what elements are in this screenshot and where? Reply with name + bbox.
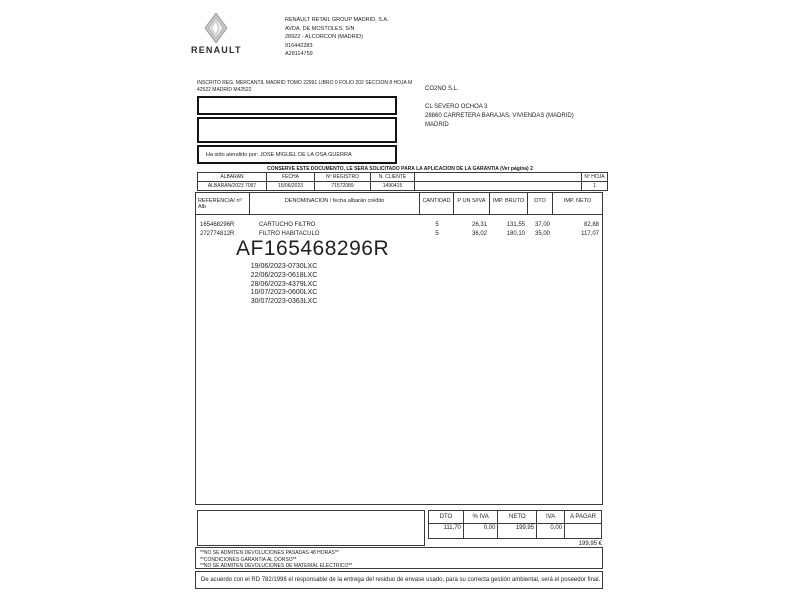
- hoja-value: 1: [582, 182, 608, 191]
- date-code-list: [214, 263, 354, 307]
- customer-address-street: CL SEVERO OCHOA 3: [425, 104, 488, 110]
- doc-info-spacer-value: [415, 182, 582, 191]
- totals-neto-value: 199,95: [498, 524, 537, 539]
- conditions-notes-box: [195, 547, 603, 569]
- note-returns-48h: **NO SE ADMITEN DEVOLUCIONES PASADAS 48 HORAS**: [200, 550, 339, 556]
- totals-dto-header: DTO: [429, 511, 464, 524]
- totals-iva-pct-value: 0,00: [463, 524, 498, 539]
- item-quantity: 5: [435, 231, 439, 237]
- item-net: 82,88: [583, 222, 599, 228]
- document-info-table: [197, 172, 608, 191]
- col-denominacion: DENOMINACION / fecha albarán crédito: [250, 193, 420, 214]
- company-tax-id: A28114759: [285, 51, 313, 58]
- item-quantity: 5: [435, 222, 439, 228]
- col-cantidad: CANTIDAD: [420, 193, 454, 214]
- mercantile-registration: INSCRITO REG. MERCANTIL MADRID TOMO 22991 LIBRO 0 FOLIO 202 SECCION 8 HOJA M 42522 MADRID M42522: [197, 80, 413, 93]
- item-gross: 131,55: [506, 222, 525, 228]
- date-code: 10/07/2023-0600LXC: [250, 289, 318, 297]
- totals-iva-pct-header: % IVA: [463, 511, 498, 524]
- renault-diamond-icon: [191, 13, 241, 43]
- signature-box: [197, 510, 425, 546]
- company-info: [285, 16, 389, 59]
- item-discount: 35,00: [534, 231, 550, 237]
- fecha-header: FECHA: [267, 173, 315, 182]
- renault-logo: [191, 13, 241, 55]
- empty-box-2: [197, 117, 397, 143]
- item-reference: 165468296R: [200, 222, 235, 228]
- item-net: 117,07: [581, 231, 599, 237]
- totals-header-row: [429, 511, 602, 524]
- item-discount: 37,00: [534, 222, 550, 228]
- albaran-header: ALBARAN: [198, 173, 267, 182]
- doc-info-spacer: [415, 173, 582, 182]
- doc-info-header-row: [198, 173, 608, 182]
- registro-header: Nº REGISTRO: [315, 173, 371, 182]
- item-gross: 180,10: [506, 231, 525, 237]
- customer-address-city: 28860 CARRETERA BARAJAS, VIVIENDAS (MADRID): [425, 113, 574, 119]
- brand-name: RENAULT: [191, 45, 242, 55]
- item-denomination: FILTRO HABITACULO: [259, 231, 320, 237]
- col-importe-bruto: IMP. BRUTO: [490, 193, 528, 214]
- company-city: 28922 - ALCORCON (MADRID): [285, 34, 363, 41]
- items-table: [195, 192, 603, 505]
- customer-block: [425, 85, 574, 130]
- attended-by-box: [197, 145, 397, 164]
- note-electrical-material: **NO SE ADMITEN DEVOLUCIONES DE MATERIAL ELECTRICO**: [200, 563, 353, 569]
- item-unit-price: 26,31: [471, 222, 487, 228]
- legal-footer-box: [195, 571, 603, 589]
- date-code: 19/06/2023-0730LXC: [250, 263, 318, 270]
- totals-neto-header: NETO: [498, 511, 537, 524]
- company-name: RENAULT RETAIL GROUP MADRID, S.A.: [285, 17, 389, 23]
- customer-address-province: MADRID: [425, 122, 449, 128]
- registro-value: 71572089: [315, 182, 371, 191]
- hoja-header: Nº HOJA: [582, 173, 608, 182]
- albaran-value: ALBARAN/2023 7097: [198, 182, 267, 191]
- cliente-value: 1490415: [371, 182, 415, 191]
- company-address: AVDA. DE MOSTOLES, S/N: [285, 25, 355, 32]
- item-reference: 272774812R: [200, 231, 235, 237]
- item-denomination: CARTUCHO FILTRO: [259, 222, 316, 228]
- total-due-amount: 199,95 €: [578, 541, 602, 547]
- item-unit-price: 36,02: [471, 231, 487, 237]
- doc-info-value-row: [198, 182, 608, 191]
- totals-section: [428, 510, 602, 547]
- totals-apagar-value: [565, 524, 602, 539]
- col-referencia: REFERENCIA/ nº Alb: [196, 193, 250, 214]
- table-row: [196, 219, 602, 228]
- cliente-header: N. CLIENTE: [371, 173, 415, 182]
- company-phone: 916442283: [285, 42, 313, 49]
- date-code: 30/07/2023-0363LXC: [250, 298, 318, 305]
- totals-table: [428, 510, 602, 539]
- note-warranty-conditions: **CONDICIONES GARANTIA AL DORSO**: [200, 556, 297, 563]
- attended-by-text: Ha sido atendido por: JOSE MIGUEL DE LA OSA GUERRA: [206, 151, 352, 158]
- empty-box-1: [197, 96, 397, 115]
- col-importe-neto: IMP. NETO: [563, 198, 592, 204]
- warranty-notice: CONSERVE ESTE DOCUMENTO, LE SERA SOLICITADO PARA LA APLICACION DE LA GARANTIA (Ver página) 2: [267, 166, 533, 172]
- date-code: 28/06/2023-4379LXC: [250, 280, 318, 288]
- totals-apagar-header: A PAGAR: [565, 511, 602, 524]
- totals-iva-value: 0,00: [537, 524, 565, 539]
- legal-footer-text: De acuerdo con el RD 782/1998 el responsable de la entrega del residuo de envase usado, para su correcta gestión ambiental, será el poseedor final.: [201, 577, 601, 583]
- col-descuento: DTO: [528, 193, 553, 214]
- totals-iva-header: IVA: [537, 511, 565, 524]
- customer-name: CO2NO S.L.: [425, 86, 459, 92]
- col-precio-unitario: P UN S/IVA: [454, 193, 490, 214]
- items-table-header: [196, 193, 602, 215]
- date-code: 22/06/2023-0618LXC: [250, 271, 318, 279]
- highlighted-part-code: AF165468296R: [236, 237, 390, 260]
- fecha-value: 15/06/2023: [267, 182, 315, 191]
- totals-dto-value: 111,70: [429, 524, 464, 539]
- totals-value-row: [429, 524, 602, 539]
- table-row: [196, 228, 602, 237]
